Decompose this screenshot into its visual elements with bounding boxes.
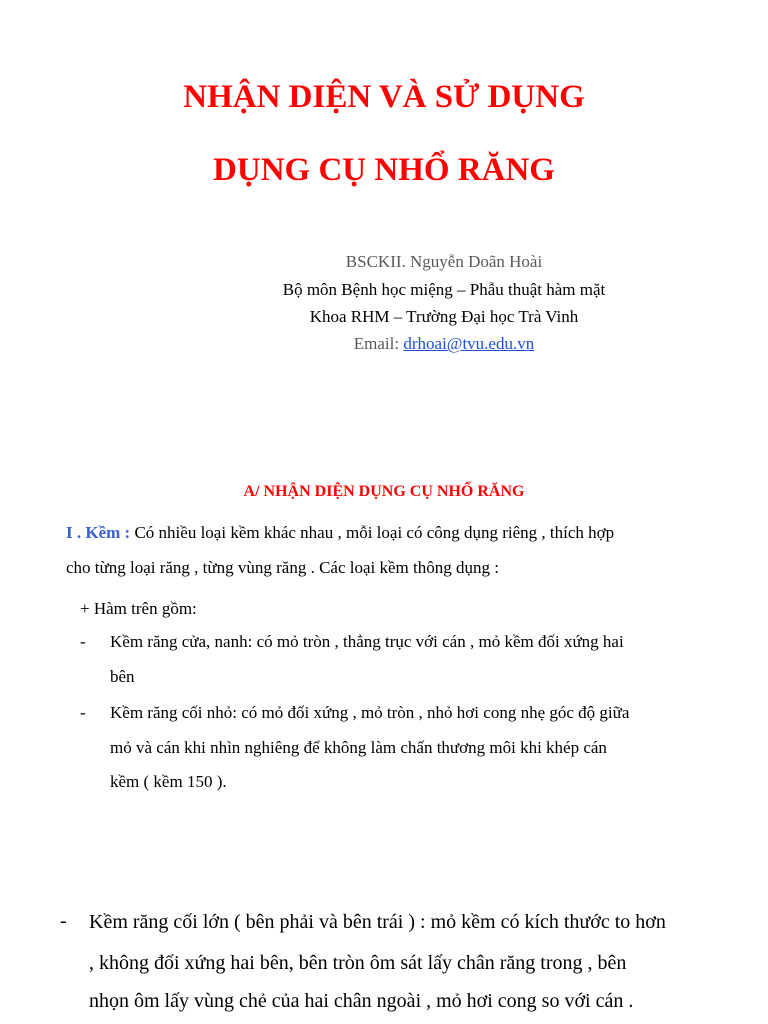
- author-school: Khoa RHM – Trường Đại học Trà Vinh: [309, 307, 579, 326]
- list-item-line: Kềm răng cối nhỏ: có mỏ đối xứng , mỏ tròn , nhỏ hơi cong nhẹ góc độ giữa: [110, 703, 630, 722]
- list-item-line: Kềm răng cửa, nanh: có mỏ tròn , thẳng trục với cán , mỏ kềm đối xứng hai: [110, 632, 624, 651]
- subsection-label: I . Kềm :: [66, 523, 131, 542]
- document-title-line2: DỤNG CỤ NHỔ RĂNG: [213, 152, 555, 188]
- list-item-line: , không đối xứng hai bên, bên tròn ôm sát lấy chân răng trong , bên: [89, 952, 627, 974]
- list-item-line: nhọn ôm lấy vùng chẻ của hai chân ngoài , mỏ hơi cong so với cán .: [89, 990, 634, 1012]
- list-item-line: mỏ và cán khi nhìn nghiêng để không làm chấn thương môi khi khép cán: [110, 738, 607, 757]
- list-item-line: Kềm răng cối lớn ( bên phải và bên trái ) : mỏ kềm có kích thước to hơn: [89, 911, 666, 933]
- author-department: Bộ môn Bệnh học miệng – Phẫu thuật hàm mặt: [282, 280, 606, 299]
- author-name: BSCKII. Nguyễn Doãn Hoài: [345, 252, 543, 271]
- list-item-line: kềm ( kềm 150 ).: [110, 772, 227, 791]
- list-item-line: bên: [110, 667, 135, 686]
- list-bullet: -: [80, 703, 86, 722]
- list-bullet: -: [80, 632, 86, 651]
- section-heading: A/ NHẬN DIỆN DỤNG CỤ NHỔ RĂNG: [243, 483, 525, 500]
- subsection-intro-line2: cho từng loại răng , từng vùng răng . Các loại kềm thông dụng :: [66, 558, 499, 577]
- upper-jaw-label: + Hàm trên gồm:: [80, 599, 197, 618]
- document-title-line1: NHẬN DIỆN VÀ SỬ DỤNG: [183, 79, 585, 115]
- intro-text-line1: Có nhiều loại kềm khác nhau , mỗi loại có công dụng riêng , thích hợp: [130, 523, 615, 542]
- list-bullet: -: [60, 910, 67, 932]
- subsection-intro-line1: [66, 522, 614, 544]
- email-label: Email:: [353, 334, 404, 353]
- author-email-line: [0, 333, 768, 355]
- email-link[interactable]: drhoai@tvu.edu.vn: [403, 334, 535, 353]
